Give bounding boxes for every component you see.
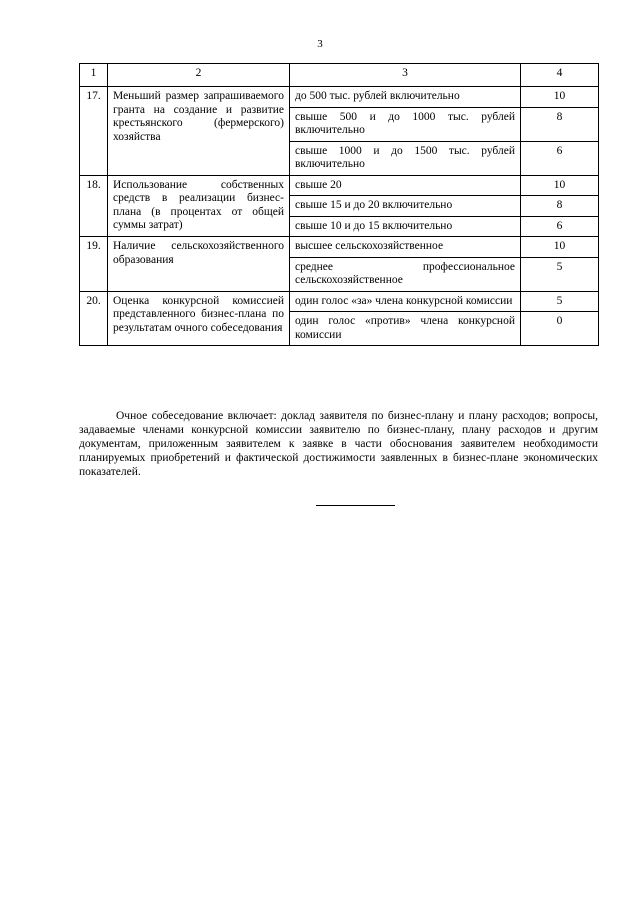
option-cell: один голос «за» члена конкурсной комиссии	[290, 291, 521, 312]
criterion-cell: Наличие сельскохозяйственного образования	[108, 237, 290, 292]
score-cell: 8	[521, 196, 599, 217]
option-cell: свыше 1000 и до 1500 тыс. рублей включительно	[290, 141, 521, 175]
score-cell: 6	[521, 216, 599, 237]
header-cell: 1	[80, 64, 108, 87]
table-row	[80, 237, 599, 258]
interview-note-paragraph: Очное собеседование включает: доклад заявителя по бизнес-плану и плану расходов; вопросы, задаваемые членами конкурсной комиссии заявителю по бизнес-плану, плану расходов и другим документам, приложенным заявителем к заявке в части обоснования заявителем необходимости планируемых приобретений и фактической достижимости заявленных в бизнес-плане экономических показателей.	[79, 410, 598, 478]
page-number: 3	[317, 38, 323, 50]
table-header-row	[80, 64, 599, 87]
score-cell: 10	[521, 87, 599, 108]
end-divider	[316, 505, 395, 506]
score-cell: 5	[521, 257, 599, 291]
header-cell: 2	[108, 64, 290, 87]
option-cell: до 500 тыс. рублей включительно	[290, 87, 521, 108]
criteria-table	[79, 63, 599, 346]
row-number: 17.	[80, 87, 108, 176]
option-cell: свыше 500 и до 1000 тыс. рублей включительно	[290, 107, 521, 141]
row-number: 19.	[80, 237, 108, 292]
score-cell: 0	[521, 312, 599, 346]
table-row	[80, 291, 599, 312]
option-cell: один голос «против» члена конкурсной комиссии	[290, 312, 521, 346]
score-cell: 10	[521, 237, 599, 258]
header-cell: 4	[521, 64, 599, 87]
option-cell: свыше 15 и до 20 включительно	[290, 196, 521, 217]
table-row	[80, 87, 599, 108]
header-cell: 3	[290, 64, 521, 87]
table-row	[80, 175, 599, 196]
row-number: 18.	[80, 175, 108, 237]
option-cell: свыше 20	[290, 175, 521, 196]
criterion-cell: Использование собственных средств в реализации бизнес-плана (в процентах от общей суммы затрат)	[108, 175, 290, 237]
score-cell: 6	[521, 141, 599, 175]
score-cell: 5	[521, 291, 599, 312]
criterion-cell: Меньший размер запрашиваемого гранта на создание и развитие крестьянского (фермерского) хозяйства	[108, 87, 290, 176]
option-cell: среднее профессиональное сельскохозяйственное	[290, 257, 521, 291]
score-cell: 10	[521, 175, 599, 196]
option-cell: свыше 10 и до 15 включительно	[290, 216, 521, 237]
criterion-cell: Оценка конкурсной комиссией представленного бизнес-плана по результатам очного собеседования	[108, 291, 290, 346]
row-number: 20.	[80, 291, 108, 346]
score-cell: 8	[521, 107, 599, 141]
option-cell: высшее сельскохозяйственное	[290, 237, 521, 258]
